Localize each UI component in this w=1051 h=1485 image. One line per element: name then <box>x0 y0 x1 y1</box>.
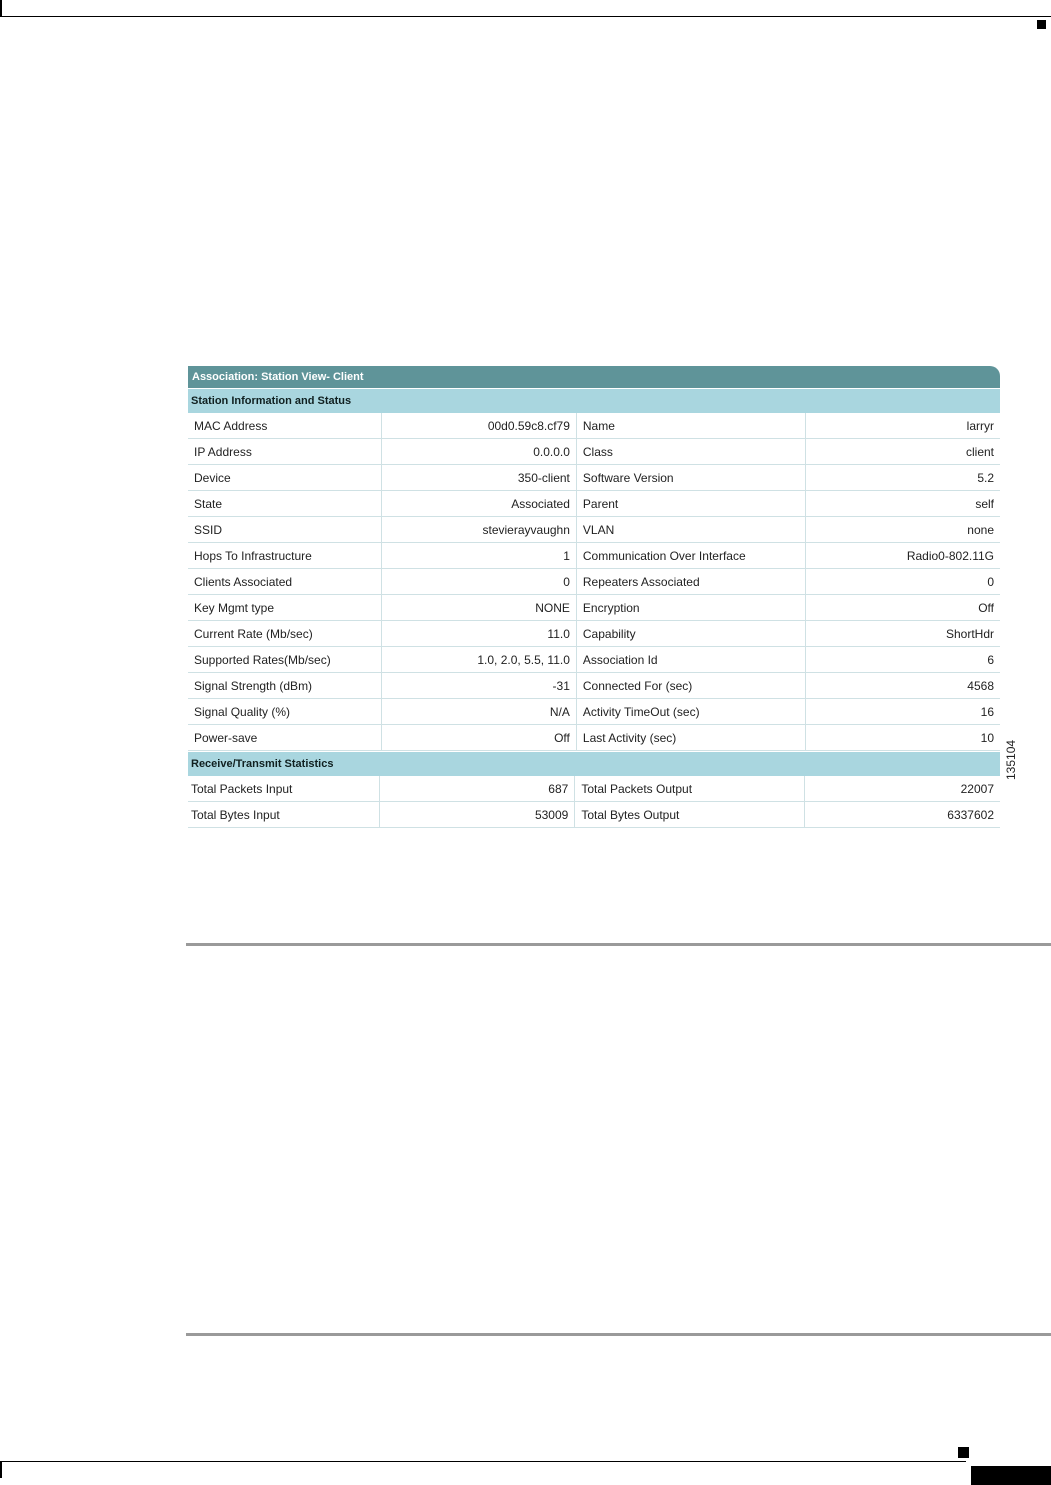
field-value: 350-client <box>381 465 576 491</box>
footer-rule-tick <box>0 1461 2 1478</box>
field-label: Association Id <box>576 647 805 673</box>
field-value: 11.0 <box>381 621 576 647</box>
footer-rule <box>0 1461 966 1462</box>
field-label: State <box>188 491 381 517</box>
field-label: Total Bytes Output <box>575 802 805 828</box>
field-label: Hops To Infrastructure <box>188 543 381 569</box>
field-label: Encryption <box>576 595 805 621</box>
field-label: Last Activity (sec) <box>576 725 805 751</box>
field-label: Total Bytes Input <box>188 802 379 828</box>
table-row <box>188 699 1000 725</box>
field-value: 1 <box>381 543 576 569</box>
field-label: Clients Associated <box>188 569 381 595</box>
header-rule-tick <box>0 0 2 17</box>
field-label: Class <box>576 439 805 465</box>
field-label: Current Rate (Mb/sec) <box>188 621 381 647</box>
table-row <box>188 517 1000 543</box>
field-label: Signal Quality (%) <box>188 699 381 725</box>
field-value: Radio0-802.11G <box>806 543 1000 569</box>
field-value: 687 <box>379 776 575 802</box>
table-row <box>188 725 1000 751</box>
table-row <box>188 439 1000 465</box>
field-value: 00d0.59c8.cf79 <box>381 413 576 439</box>
field-value: 0 <box>381 569 576 595</box>
field-label: Connected For (sec) <box>576 673 805 699</box>
table-row <box>188 491 1000 517</box>
table-row <box>188 776 1000 802</box>
field-value: 1.0, 2.0, 5.5, 11.0 <box>381 647 576 673</box>
stats-table <box>188 776 1000 828</box>
field-label: Key Mgmt type <box>188 595 381 621</box>
field-value: 16 <box>806 699 1000 725</box>
field-label: Capability <box>576 621 805 647</box>
field-label: Parent <box>576 491 805 517</box>
field-label: VLAN <box>576 517 805 543</box>
table-row <box>188 543 1000 569</box>
table-row <box>188 673 1000 699</box>
table-row <box>188 647 1000 673</box>
field-value: 10 <box>806 725 1000 751</box>
field-label: Signal Strength (dBm) <box>188 673 381 699</box>
station-info-section-header: Station Information and Status <box>188 388 1000 413</box>
field-label: Software Version <box>576 465 805 491</box>
field-value: 0.0.0.0 <box>381 439 576 465</box>
field-value: Off <box>806 595 1000 621</box>
field-label: Repeaters Associated <box>576 569 805 595</box>
figure-id-label: 135104 <box>1004 739 1018 780</box>
table-row <box>188 465 1000 491</box>
table-row <box>188 802 1000 828</box>
field-value: 5.2 <box>806 465 1000 491</box>
field-value: 6 <box>806 647 1000 673</box>
association-station-view-panel <box>188 366 1000 836</box>
field-label: IP Address <box>188 439 381 465</box>
field-value: Off <box>381 725 576 751</box>
field-value: 4568 <box>806 673 1000 699</box>
field-label: Activity TimeOut (sec) <box>576 699 805 725</box>
field-value: stevierayvaughn <box>381 517 576 543</box>
field-value: N/A <box>381 699 576 725</box>
field-label: Name <box>576 413 805 439</box>
table-row <box>188 413 1000 439</box>
station-info-table <box>188 413 1000 751</box>
field-label: Supported Rates(Mb/sec) <box>188 647 381 673</box>
field-value: Associated <box>381 491 576 517</box>
field-value: -31 <box>381 673 576 699</box>
header-rule <box>0 16 1051 17</box>
field-label: MAC Address <box>188 413 381 439</box>
field-label: SSID <box>188 517 381 543</box>
field-value: ShortHdr <box>806 621 1000 647</box>
table-row <box>188 595 1000 621</box>
section-separator <box>186 943 1051 946</box>
field-value: 22007 <box>805 776 1000 802</box>
field-label: Power-save <box>188 725 381 751</box>
field-label: Communication Over Interface <box>576 543 805 569</box>
table-row <box>188 621 1000 647</box>
field-value: NONE <box>381 595 576 621</box>
field-value: larryr <box>806 413 1000 439</box>
section-separator <box>186 1333 1051 1336</box>
field-value: none <box>806 517 1000 543</box>
field-value: 53009 <box>379 802 575 828</box>
table-row <box>188 569 1000 595</box>
field-value: client <box>806 439 1000 465</box>
header-marker <box>1037 20 1046 29</box>
footer-marker <box>958 1447 969 1458</box>
field-label: Total Packets Input <box>188 776 379 802</box>
stats-section-header: Receive/Transmit Statistics <box>188 751 1000 776</box>
panel-title: Association: Station View- Client <box>188 366 1000 388</box>
field-label: Device <box>188 465 381 491</box>
field-value: 0 <box>806 569 1000 595</box>
field-value: self <box>806 491 1000 517</box>
page-number-tab <box>971 1466 1051 1485</box>
field-label: Total Packets Output <box>575 776 805 802</box>
field-value: 6337602 <box>805 802 1000 828</box>
